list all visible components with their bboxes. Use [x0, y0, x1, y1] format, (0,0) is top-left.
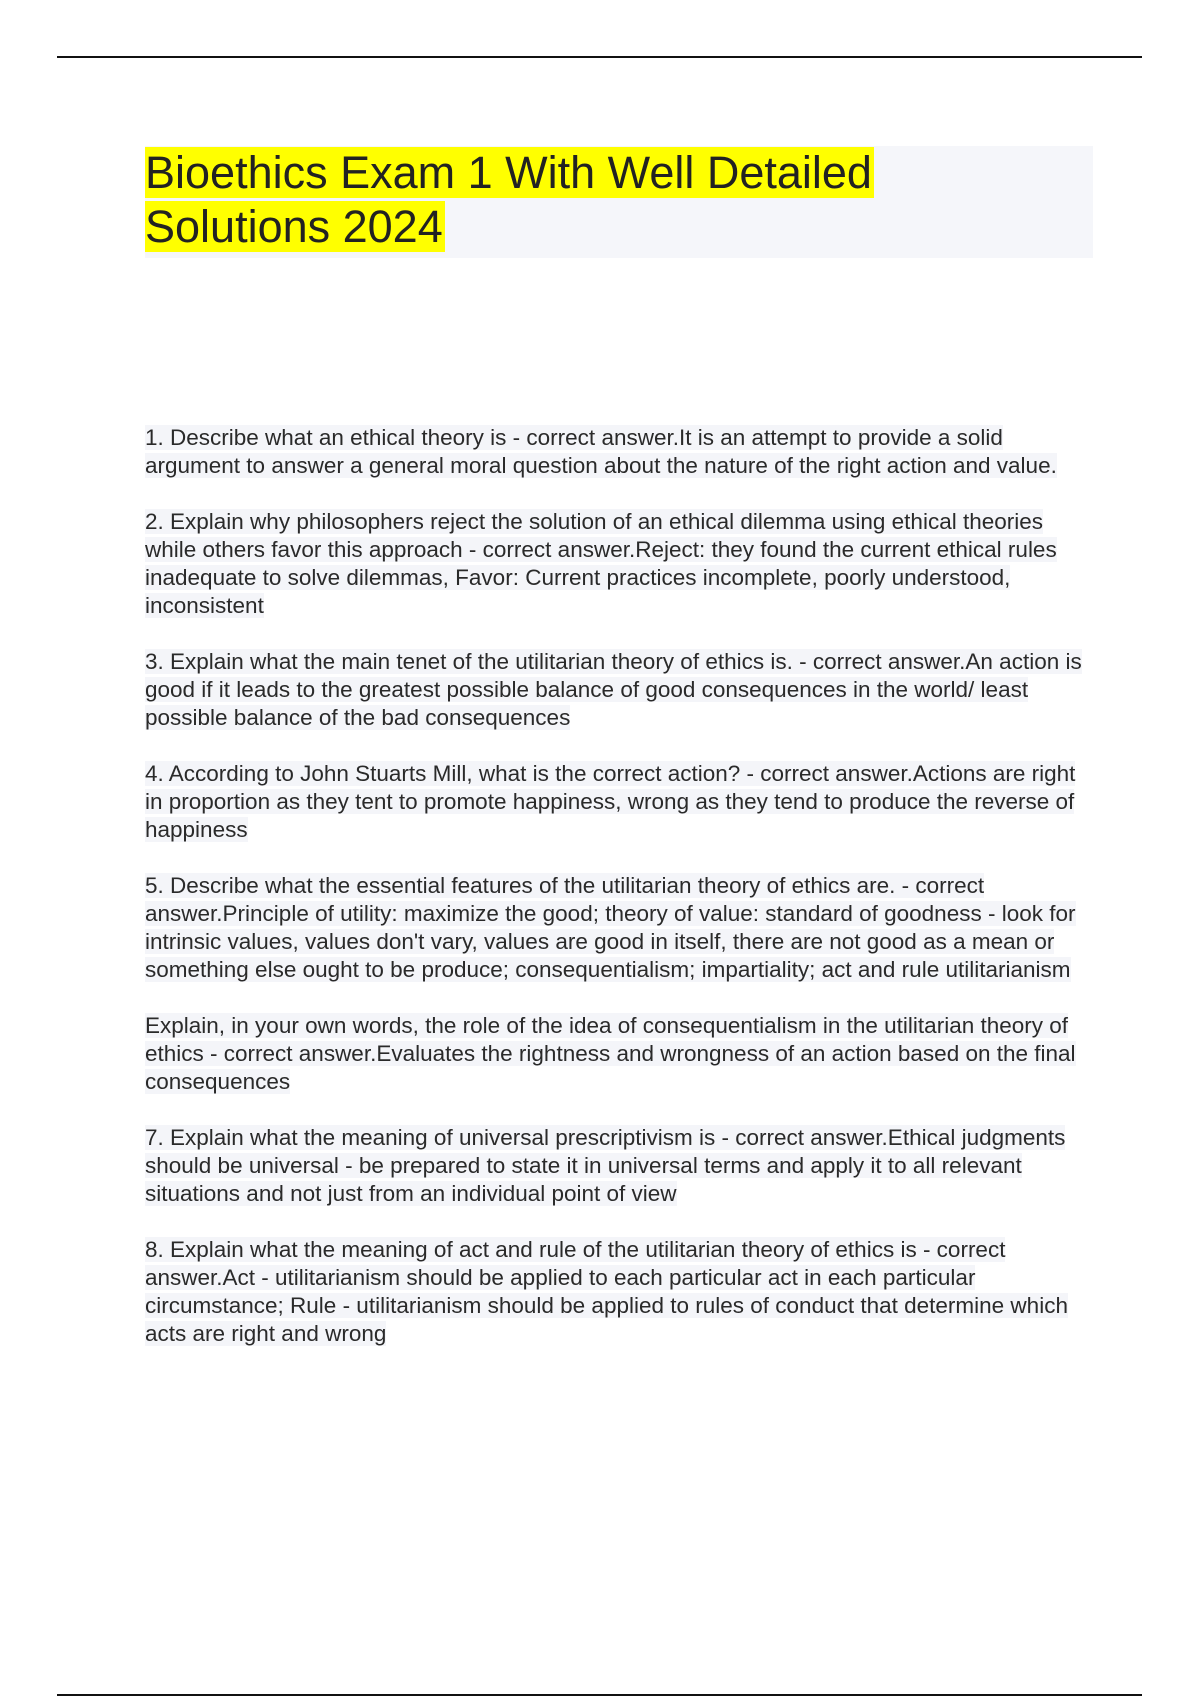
qa-item-text: 4. According to John Stuarts Mill, what is the correct action? - correct answer.Actions are right in proportion as they tent to promote happiness, wrong as they tend to produce the reverse of happiness — [145, 761, 1076, 842]
qa-item — [145, 1236, 1093, 1348]
qa-item-text: 5. Describe what the essential features of the utilitarian theory of ethics are. - correct answer.Principle of utility: maximize the good; theory of value: standard of goodness - look for intrinsic values, values don't vary, values are good in itself, there are not good as a mean or something else ought to be produce; consequentialism; impartiality; act and rule utilitarianism — [145, 873, 1076, 982]
qa-item-text: 7. Explain what the meaning of universal prescriptivism is - correct answer.Ethical judgments should be universal - be prepared to state it in universal terms and apply it to all relevant situations and not just from an individual point of view — [145, 1125, 1066, 1206]
qa-item-text: 3. Explain what the main tenet of the utilitarian theory of ethics is. - correct answer.An action is good if it leads to the greatest possible balance of good consequences in the world/ least possible balance of the bad consequences — [145, 649, 1082, 730]
qa-item-text: 8. Explain what the meaning of act and rule of the utilitarian theory of ethics is - correct answer.Act - utilitarianism should be applied to each particular act in each particular circumstance; Rule - utilitarianism should be applied to rules of conduct that determine which acts are right and wrong — [145, 1237, 1068, 1346]
qa-item-text: Explain, in your own words, the role of the idea of consequentialism in the utilitarian theory of ethics - correct answer.Evaluates the rightness and wrongness of an action based on the final consequences — [145, 1013, 1076, 1094]
footer-rule — [57, 1694, 1142, 1696]
qa-item — [145, 760, 1093, 844]
qa-item — [145, 508, 1093, 620]
qa-item — [145, 424, 1093, 480]
qa-item — [145, 872, 1093, 984]
qa-list — [145, 424, 1093, 1376]
qa-item — [145, 1012, 1093, 1096]
qa-item-text: 1. Describe what an ethical theory is - correct answer.It is an attempt to provide a solid argument to answer a general moral question about the nature of the right action and value. — [145, 425, 1057, 478]
title-block — [145, 146, 1093, 258]
document-title-text: Bioethics Exam 1 With Well Detailed Solutions 2024 — [145, 147, 872, 252]
qa-item-text: 2. Explain why philosophers reject the solution of an ethical dilemma using ethical theories while others favor this approach - correct answer.Reject: they found the current ethical rules inadequate to solve dilemmas, Favor: Current practices incomplete, poorly understood, inconsistent — [145, 509, 1057, 618]
header-rule — [57, 56, 1142, 58]
qa-item — [145, 648, 1093, 732]
qa-item — [145, 1124, 1093, 1208]
document-title — [145, 146, 945, 254]
